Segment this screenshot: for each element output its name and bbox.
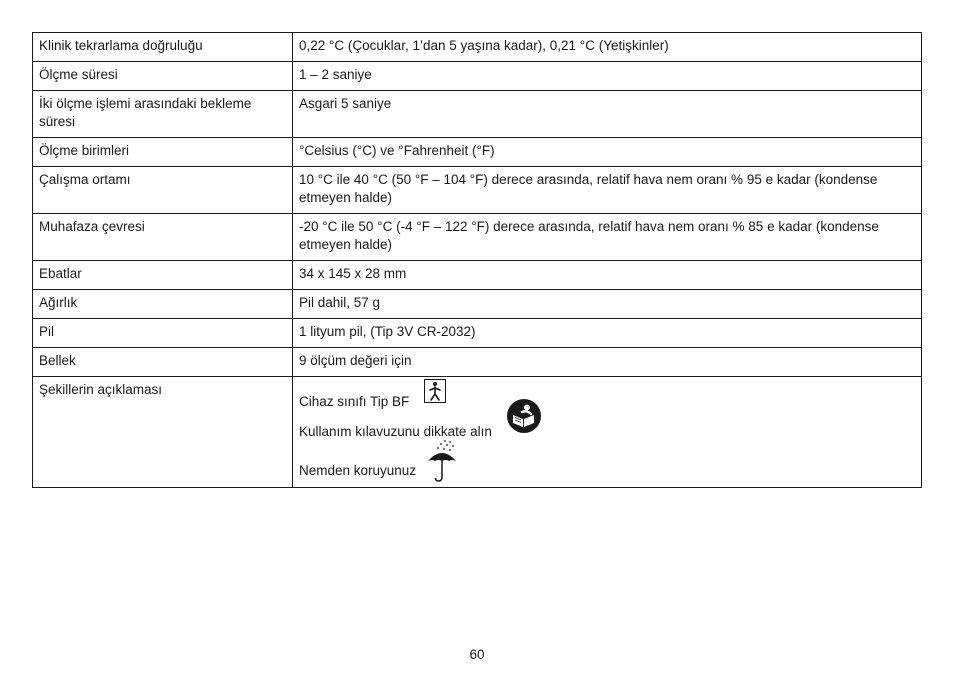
spec-label: Ağırlık — [33, 290, 293, 319]
spec-label: Çalışma ortamı — [33, 167, 293, 214]
table-row — [33, 138, 922, 167]
table-row — [33, 319, 922, 348]
table-row — [33, 167, 922, 214]
spec-label: Pil — [33, 319, 293, 348]
specifications-table — [32, 32, 922, 488]
spec-value: Asgari 5 saniye — [293, 91, 922, 138]
table-row — [33, 214, 922, 261]
table-row — [33, 261, 922, 290]
symbol-entry-type-bf — [299, 379, 915, 409]
spec-label: Ölçme birimleri — [33, 138, 293, 167]
spec-label: Ebatlar — [33, 261, 293, 290]
page-number: 60 — [469, 647, 485, 662]
symbol-text: Kullanım kılavuzunu dikkate alın — [299, 424, 492, 439]
spec-value: Pil dahil, 57 g — [293, 290, 922, 319]
symbol-text: Nemden koruyunuz — [299, 463, 417, 478]
spec-value: 9 ölçüm değeri için — [293, 348, 922, 377]
spec-label: Şekillerin açıklaması — [33, 377, 293, 488]
spec-label: Ölçme süresi — [33, 62, 293, 91]
table-row-symbols — [33, 377, 922, 488]
table-row — [33, 91, 922, 138]
symbols-legend — [293, 377, 922, 488]
spec-value: -20 °C ile 50 °C (-4 °F – 122 °F) derece arasında, relatif hava nem oranı % 85 e kadar (kondense etmeyen halde) — [293, 214, 922, 261]
table-row — [33, 348, 922, 377]
read-manual-icon — [506, 398, 542, 434]
spec-value: 1 lityum pil, (Tip 3V CR-2032) — [293, 319, 922, 348]
spec-value: 10 °C ile 40 °C (50 °F – 104 °F) derece arasında, relatif hava nem oranı % 95 e kadar (kondense etmeyen halde) — [293, 167, 922, 214]
spec-label: Muhafaza çevresi — [33, 214, 293, 261]
spec-value: 34 x 145 x 28 mm — [293, 261, 922, 290]
spec-label: Klinik tekrarlama doğruluğu — [33, 33, 293, 62]
symbol-text: Cihaz sınıfı Tip BF — [299, 394, 410, 409]
type-bf-icon — [424, 379, 446, 403]
spec-value: 0,22 °C (Çocuklar, 1’dan 5 yaşına kadar), 0,21 °C (Yetişkinler) — [293, 33, 922, 62]
table-row — [33, 62, 922, 91]
spec-value: 1 – 2 saniye — [293, 62, 922, 91]
table-row — [33, 33, 922, 62]
symbol-entry-keep-dry — [299, 445, 915, 481]
spec-label: Bellek — [33, 348, 293, 377]
keep-dry-umbrella-icon — [425, 439, 459, 483]
spec-label: İki ölçme işlemi arasındaki bekleme süresi — [33, 91, 293, 138]
symbol-entry-read-manual — [299, 409, 915, 445]
spec-value: °Celsius (°C) ve °Fahrenheit (°F) — [293, 138, 922, 167]
table-row — [33, 290, 922, 319]
